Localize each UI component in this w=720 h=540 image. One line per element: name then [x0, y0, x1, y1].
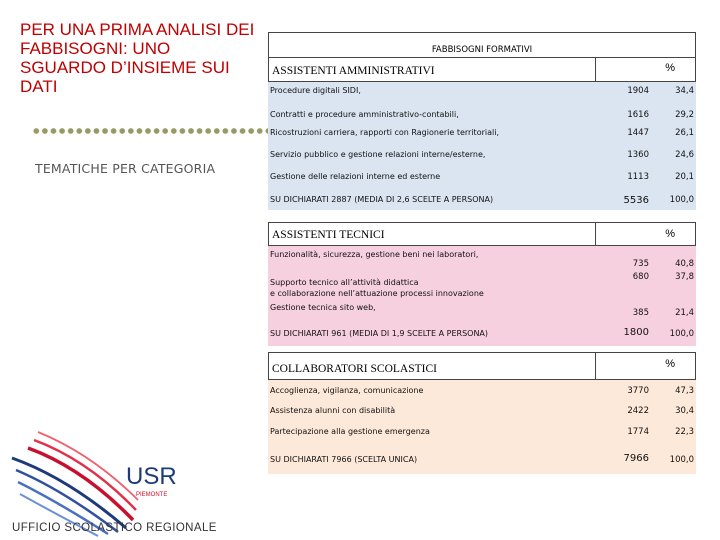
logo-region: PIEMONTE	[136, 492, 168, 498]
table-title: ASSISTENTI AMMINISTRATIVI	[272, 65, 435, 77]
row-value: 2422	[627, 406, 649, 416]
row-value: 680	[632, 272, 649, 282]
row-percent: 21,4	[675, 308, 694, 318]
logo-swoosh-icon	[12, 432, 138, 536]
table-header	[268, 222, 696, 246]
slide-subtitle: TEMATICHE PER CATEGORIA	[35, 161, 216, 176]
table-title: ASSISTENTI TECNICI	[272, 229, 385, 241]
row-value: 1616	[627, 110, 649, 120]
row-percent: 37,8	[675, 272, 694, 282]
row-percent: 20,1	[675, 172, 694, 182]
table-row	[268, 86, 696, 106]
table-row-summary	[268, 455, 696, 475]
row-value: 1800	[623, 327, 649, 338]
row-percent: 100,0	[669, 195, 694, 205]
table-row-summary	[268, 195, 696, 215]
table-body	[268, 246, 696, 346]
row-label: Ricostruzioni carriera, rapporti con Ragionerie territoriali,	[270, 128, 499, 137]
table-row-summary	[268, 329, 696, 349]
row-value: 1774	[627, 427, 649, 437]
row-percent: 100,0	[669, 329, 694, 339]
percent-header: %	[665, 62, 675, 74]
row-value: 1113	[627, 172, 649, 182]
row-label: Gestione delle relazioni interne ed esterne	[270, 172, 441, 181]
table-row	[268, 303, 696, 323]
row-value: 7966	[623, 453, 649, 464]
table-collaboratori-scolastici	[268, 352, 696, 474]
row-percent: 26,1	[675, 128, 694, 138]
dotted-divider	[32, 126, 270, 136]
table-row	[268, 128, 696, 148]
table-title: COLLABORATORI SCOLASTICI	[272, 363, 437, 375]
percent-header: %	[665, 358, 675, 370]
table-header	[268, 32, 696, 82]
row-percent: 29,2	[675, 110, 694, 120]
row-label: SU DICHIARATI 7966 (SCELTA UNICA)	[270, 455, 418, 464]
table-row	[268, 110, 696, 130]
table-row	[268, 250, 696, 270]
row-percent: 47,3	[675, 386, 694, 396]
table-row	[268, 272, 696, 298]
row-label: Accoglienza, vigilanza, comunicazione	[270, 386, 424, 395]
row-label: Funzionalità, sicurezza, gestione beni nei laboratori,	[270, 250, 479, 259]
row-percent: 34,4	[675, 86, 694, 96]
table-body	[268, 380, 696, 474]
row-value: 385	[632, 308, 649, 318]
table-row	[268, 172, 696, 192]
slide-title: PER UNA PRIMA ANALISI DEI FABBISOGNI: UNO SGUARDO D’INSIEME SUI DATI	[20, 20, 255, 96]
row-label: Partecipazione alla gestione emergenza	[270, 427, 430, 436]
row-percent: 100,0	[669, 455, 694, 465]
row-value: 1447	[627, 128, 649, 138]
row-label-continuation: e collaborazione nell’attuazione processi innovazione	[270, 289, 484, 298]
row-label: Servizio pubblico e gestione relazioni interne/esterne,	[270, 150, 486, 159]
table-header	[268, 352, 696, 380]
row-label: Assistenza alunni con disabilità	[270, 406, 396, 415]
row-percent: 24,6	[675, 150, 694, 160]
table-row	[268, 427, 696, 447]
table-body	[268, 82, 696, 210]
table-assistenti-tecnici	[268, 222, 696, 346]
table-row	[268, 406, 696, 426]
row-percent: 40,8	[675, 259, 694, 269]
table-row	[268, 150, 696, 170]
row-label: Contratti e procedure amministrativo-contabili,	[270, 110, 459, 119]
row-label: Gestione tecnica sito web,	[270, 303, 376, 312]
table-row	[268, 386, 696, 406]
main-heading: FABBISOGNI FORMATIVI	[431, 45, 533, 55]
row-label: SU DICHIARATI 961 (MEDIA DI 1,9 SCELTE A PERSONA)	[270, 329, 489, 338]
row-value: 1904	[627, 86, 649, 96]
row-percent: 22,3	[675, 427, 694, 437]
row-label: Procedure digitali SIDI,	[270, 86, 361, 95]
row-label: Supporto tecnico all’attività didattica	[270, 278, 419, 287]
row-value: 5536	[623, 195, 649, 206]
logo-acronym: USR	[126, 463, 177, 490]
row-value: 1360	[627, 150, 649, 160]
percent-header: %	[665, 228, 675, 240]
row-value: 735	[632, 259, 649, 269]
row-percent: 30,4	[675, 406, 694, 416]
table-assistenti-amministrativi	[268, 32, 696, 210]
row-label: SU DICHIARATI 2887 (MEDIA DI 2,6 SCELTE A PERSONA)	[270, 195, 494, 204]
logo-caption: UFFICIO SCOLASTICO REGIONALE	[12, 522, 217, 534]
row-value: 3770	[627, 386, 649, 396]
